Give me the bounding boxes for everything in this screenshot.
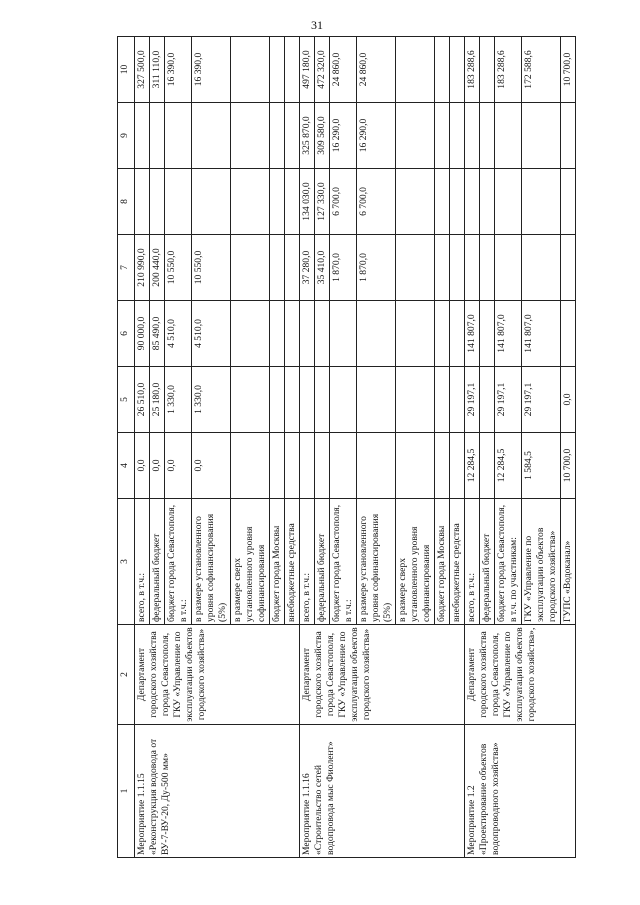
value-cell bbox=[330, 301, 357, 367]
value-cell bbox=[450, 169, 465, 235]
value-cell: 6 700,0 bbox=[330, 169, 357, 235]
value-cell bbox=[495, 103, 522, 169]
value-cell bbox=[285, 169, 300, 235]
value-cell bbox=[522, 235, 561, 301]
value-cell bbox=[465, 103, 480, 169]
value-cell bbox=[561, 103, 576, 169]
value-cell: 0,0 bbox=[165, 433, 192, 499]
value-cell bbox=[396, 433, 435, 499]
value-cell bbox=[357, 367, 396, 433]
value-cell bbox=[561, 301, 576, 367]
value-cell: 37 280,0 bbox=[300, 235, 315, 301]
value-cell: 10 550,0 bbox=[165, 235, 192, 301]
header-row bbox=[118, 37, 135, 858]
value-cell bbox=[285, 367, 300, 433]
value-cell bbox=[330, 433, 357, 499]
value-cell: 0,0 bbox=[192, 433, 231, 499]
value-cell bbox=[396, 301, 435, 367]
value-cell: 141 807,0 bbox=[465, 301, 480, 367]
col-header: 5 bbox=[118, 367, 135, 433]
value-cell: 25 180,0 bbox=[150, 367, 165, 433]
value-cell: 311 110,0 bbox=[150, 37, 165, 103]
value-cell bbox=[480, 367, 495, 433]
value-cell: 172 588,6 bbox=[522, 37, 561, 103]
funding-source-cell: федеральный бюджет bbox=[480, 499, 495, 625]
value-cell bbox=[480, 301, 495, 367]
value-cell: 0,0 bbox=[135, 433, 150, 499]
funding-source-cell: всего, в т.ч.: bbox=[135, 499, 150, 625]
value-cell: 210 990,0 bbox=[135, 235, 150, 301]
value-cell bbox=[300, 433, 315, 499]
value-cell bbox=[495, 169, 522, 235]
value-cell: 1 584,5 bbox=[522, 433, 561, 499]
value-cell: 141 807,0 bbox=[495, 301, 522, 367]
funding-source-cell: всего, в т.ч.: bbox=[465, 499, 480, 625]
value-cell: 1 330,0 bbox=[192, 367, 231, 433]
value-cell: 1 330,0 bbox=[165, 367, 192, 433]
value-cell bbox=[450, 433, 465, 499]
value-cell bbox=[165, 103, 192, 169]
value-cell bbox=[150, 103, 165, 169]
value-cell bbox=[315, 367, 330, 433]
col-header: 3 bbox=[118, 499, 135, 625]
funding-source-cell: бюджет города Севастополя, в т.ч.: bbox=[165, 499, 192, 625]
executor-cell: Департамент городского хозяйства города Севастополя, ГКУ «Управление по эксплуатации объектов городского хозяйства», bbox=[465, 625, 576, 725]
value-cell bbox=[435, 301, 450, 367]
value-cell bbox=[480, 103, 495, 169]
value-cell bbox=[465, 169, 480, 235]
value-cell bbox=[480, 433, 495, 499]
rotated-table-container bbox=[117, 36, 637, 858]
measure-cell: Мероприятие 1.1.16 «Строительство сетей водопровода мыс Фиолент» bbox=[300, 725, 465, 858]
table-body bbox=[135, 37, 576, 858]
funding-source-cell: в размере сверх установленного уровня софинансирования bbox=[396, 499, 435, 625]
value-cell: 29 197,1 bbox=[495, 367, 522, 433]
value-cell bbox=[285, 235, 300, 301]
value-cell: 10 550,0 bbox=[192, 235, 231, 301]
value-cell: 85 490,0 bbox=[150, 301, 165, 367]
value-cell bbox=[231, 433, 270, 499]
value-cell: 141 807,0 bbox=[522, 301, 561, 367]
value-cell bbox=[435, 367, 450, 433]
value-cell bbox=[285, 37, 300, 103]
col-header: 8 bbox=[118, 169, 135, 235]
col-header: 4 bbox=[118, 433, 135, 499]
value-cell bbox=[357, 301, 396, 367]
value-cell bbox=[285, 433, 300, 499]
value-cell bbox=[270, 433, 285, 499]
value-cell: 26 510,0 bbox=[135, 367, 150, 433]
value-cell bbox=[270, 103, 285, 169]
value-cell: 183 288,6 bbox=[495, 37, 522, 103]
value-cell bbox=[315, 433, 330, 499]
col-header: 9 bbox=[118, 103, 135, 169]
table-row bbox=[465, 37, 480, 858]
value-cell bbox=[450, 301, 465, 367]
funding-source-cell: федеральный бюджет bbox=[315, 499, 330, 625]
value-cell: 35 410,0 bbox=[315, 235, 330, 301]
funding-source-cell: федеральный бюджет bbox=[150, 499, 165, 625]
value-cell: 10 700,0 bbox=[561, 433, 576, 499]
value-cell bbox=[150, 169, 165, 235]
value-cell: 16 390,0 bbox=[192, 37, 231, 103]
value-cell bbox=[396, 37, 435, 103]
col-header: 2 bbox=[118, 625, 135, 725]
value-cell bbox=[270, 235, 285, 301]
funding-source-cell: ГУПС «Водоканал» bbox=[561, 499, 576, 625]
value-cell bbox=[561, 169, 576, 235]
value-cell: 16 290,0 bbox=[330, 103, 357, 169]
value-cell: 16 390,0 bbox=[165, 37, 192, 103]
value-cell: 6 700,0 bbox=[357, 169, 396, 235]
value-cell bbox=[135, 103, 150, 169]
value-cell: 0,0 bbox=[150, 433, 165, 499]
value-cell: 90 000,0 bbox=[135, 301, 150, 367]
value-cell: 327 500,0 bbox=[135, 37, 150, 103]
funding-source-cell: внебюджетные средства bbox=[285, 499, 300, 625]
value-cell bbox=[231, 367, 270, 433]
value-cell bbox=[192, 103, 231, 169]
value-cell: 183 288,6 bbox=[465, 37, 480, 103]
value-cell bbox=[231, 169, 270, 235]
measure-cell: Мероприятие 1.1.15 «Реконструкция водовода от ВУ-7-ВУ-20, Ду-500 мм» bbox=[135, 725, 300, 858]
value-cell: 472 320,0 bbox=[315, 37, 330, 103]
value-cell: 4 510,0 bbox=[192, 301, 231, 367]
page-number: 31 bbox=[311, 18, 323, 32]
value-cell bbox=[480, 235, 495, 301]
value-cell bbox=[357, 433, 396, 499]
value-cell bbox=[396, 235, 435, 301]
funding-source-cell: бюджет города Севастополя, в т.ч.: bbox=[330, 499, 357, 625]
value-cell bbox=[396, 103, 435, 169]
value-cell: 134 030,0 bbox=[300, 169, 315, 235]
value-cell: 12 284,5 bbox=[495, 433, 522, 499]
value-cell: 4 510,0 bbox=[165, 301, 192, 367]
value-cell bbox=[270, 367, 285, 433]
funding-source-cell: в размере установленного уровня софинансирования (5%) bbox=[357, 499, 396, 625]
value-cell bbox=[330, 367, 357, 433]
value-cell: 200 440,0 bbox=[150, 235, 165, 301]
executor-cell: Департамент городского хозяйства города Севастополя, ГКУ «Управление по эксплуатации объектов городского хозяйства» bbox=[135, 625, 300, 725]
value-cell bbox=[231, 103, 270, 169]
value-cell bbox=[435, 37, 450, 103]
value-cell bbox=[522, 169, 561, 235]
value-cell: 309 580,0 bbox=[315, 103, 330, 169]
funding-source-cell: в размере сверх установленного уровня софинансирования bbox=[231, 499, 270, 625]
value-cell bbox=[231, 301, 270, 367]
value-cell: 0,0 bbox=[561, 367, 576, 433]
value-cell bbox=[480, 37, 495, 103]
funding-source-cell: внебюджетные средства bbox=[450, 499, 465, 625]
value-cell bbox=[480, 169, 495, 235]
funding-source-cell: всего, в т.ч.: bbox=[300, 499, 315, 625]
value-cell bbox=[300, 301, 315, 367]
value-cell bbox=[495, 235, 522, 301]
value-cell bbox=[285, 301, 300, 367]
funding-source-cell: бюджет города Москвы bbox=[270, 499, 285, 625]
funding-source-cell: бюджет города Москвы bbox=[435, 499, 450, 625]
table-row bbox=[300, 37, 315, 858]
value-cell: 1 870,0 bbox=[330, 235, 357, 301]
value-cell bbox=[396, 169, 435, 235]
table-row bbox=[135, 37, 150, 858]
value-cell: 127 330,0 bbox=[315, 169, 330, 235]
value-cell bbox=[231, 37, 270, 103]
funding-source-cell: бюджет города Севастополя, в т.ч. по участникам: bbox=[495, 499, 522, 625]
value-cell bbox=[435, 169, 450, 235]
value-cell bbox=[450, 103, 465, 169]
value-cell: 24 860,0 bbox=[357, 37, 396, 103]
value-cell: 325 870,0 bbox=[300, 103, 315, 169]
measure-cell: Мероприятие 1.2 «Проектирование объектов водопроводного хозяйства» bbox=[465, 725, 576, 858]
value-cell bbox=[450, 367, 465, 433]
value-cell bbox=[270, 37, 285, 103]
value-cell bbox=[435, 103, 450, 169]
executor-cell: Департамент городского хозяйства города Севастополя, ГКУ «Управление по эксплуатации объектов городского хозяйства» bbox=[300, 625, 465, 725]
value-cell bbox=[396, 367, 435, 433]
value-cell: 10 700,0 bbox=[561, 37, 576, 103]
value-cell bbox=[270, 301, 285, 367]
value-cell bbox=[270, 169, 285, 235]
value-cell bbox=[192, 169, 231, 235]
value-cell: 29 197,1 bbox=[465, 367, 480, 433]
value-cell bbox=[435, 235, 450, 301]
value-cell: 29 197,1 bbox=[522, 367, 561, 433]
value-cell bbox=[435, 433, 450, 499]
value-cell: 12 284,5 bbox=[465, 433, 480, 499]
col-header: 7 bbox=[118, 235, 135, 301]
value-cell: 16 290,0 bbox=[357, 103, 396, 169]
value-cell bbox=[300, 367, 315, 433]
value-cell bbox=[135, 169, 150, 235]
col-header: 6 bbox=[118, 301, 135, 367]
value-cell bbox=[465, 235, 480, 301]
value-cell bbox=[315, 301, 330, 367]
value-cell bbox=[450, 235, 465, 301]
funding-source-cell: ГКУ «Управление по эксплуатации объектов городского хозяйства» bbox=[522, 499, 561, 625]
value-cell bbox=[522, 103, 561, 169]
col-header: 10 bbox=[118, 37, 135, 103]
value-cell: 24 860,0 bbox=[330, 37, 357, 103]
budget-table bbox=[117, 36, 576, 858]
col-header: 1 bbox=[118, 725, 135, 858]
value-cell bbox=[450, 37, 465, 103]
value-cell bbox=[231, 235, 270, 301]
value-cell bbox=[165, 169, 192, 235]
value-cell bbox=[285, 103, 300, 169]
value-cell: 1 870,0 bbox=[357, 235, 396, 301]
funding-source-cell: в размере установленного уровня софинансирования (5%) bbox=[192, 499, 231, 625]
value-cell bbox=[561, 235, 576, 301]
value-cell: 497 180,0 bbox=[300, 37, 315, 103]
